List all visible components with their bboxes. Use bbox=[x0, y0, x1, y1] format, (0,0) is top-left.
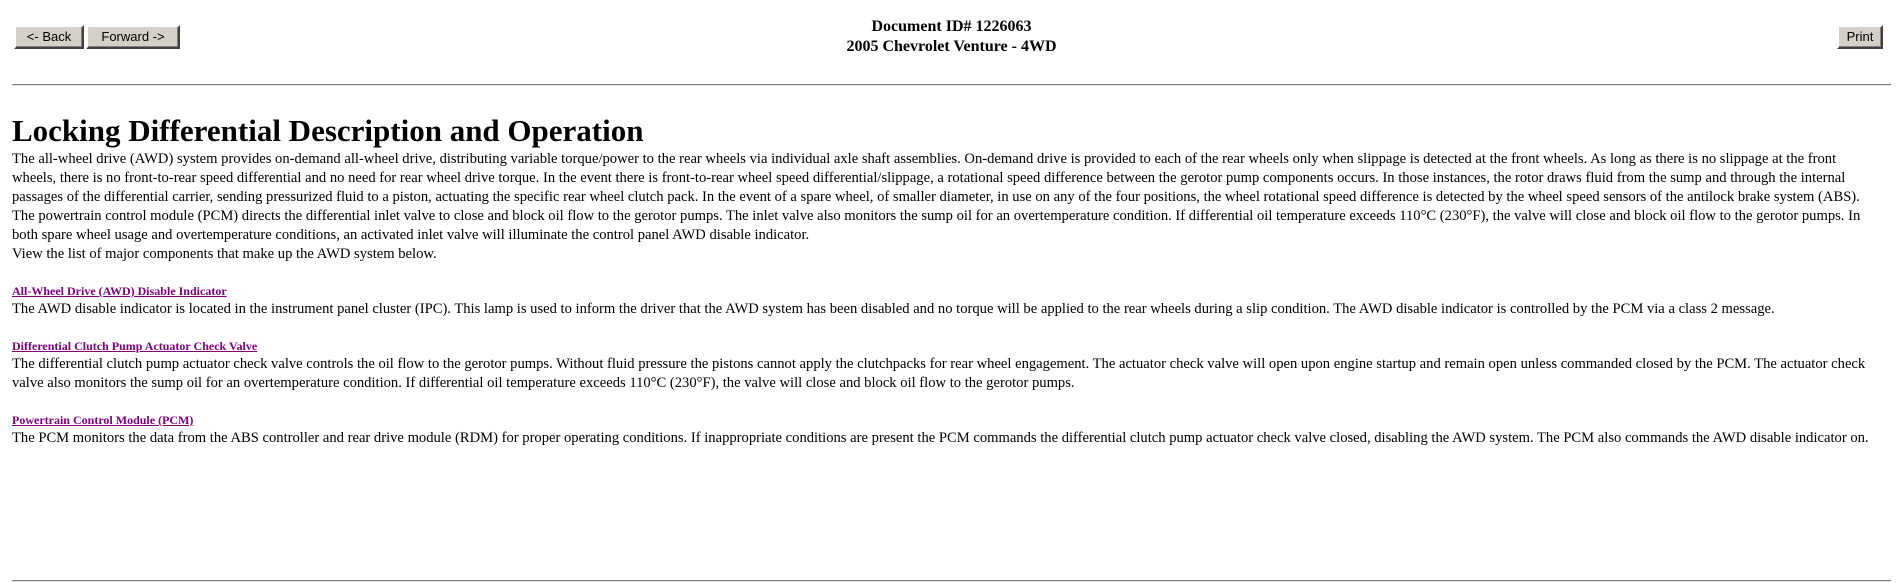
section-text: The differential clutch pump actuator check valve controls the oil flow to the gerotor pumps. Without fluid pressure the pistons cannot apply the clutchpacks for rear wheel engagement. The actuator check valve will open upon engine startup and remain open unless commanded closed by the PCM. The actuator check valve also monitors the sump oil for an overtemperature condition. If differential oil temperature exceeds 110°C (230°F), the valve will close and block oil flow to the gerotor pumps. bbox=[12, 356, 1866, 391]
page-title: Locking Differential Description and Operation bbox=[12, 113, 644, 148]
header-bar bbox=[0, 0, 1903, 86]
header-divider bbox=[12, 84, 1891, 86]
document-heading bbox=[0, 17, 1903, 57]
section-text: The PCM monitors the data from the ABS controller and rear drive module (RDM) for proper operating conditions. If inappropriate conditions are present the PCM commands the differential clutch pump actuator check valve closed, disabling the AWD system. The PCM also commands the AWD disable indicator on. bbox=[12, 430, 1869, 446]
awd-disable-indicator-link[interactable]: All-Wheel Drive (AWD) Disable Indicator bbox=[12, 284, 227, 298]
vehicle-name: 2005 Chevrolet Venture - 4WD bbox=[846, 38, 1057, 55]
pcm-link[interactable]: Powertrain Control Module (PCM) bbox=[12, 413, 194, 427]
check-valve-link[interactable]: Differential Clutch Pump Actuator Check Valve bbox=[12, 339, 258, 353]
section-text: The AWD disable indicator is located in the instrument panel cluster (IPC). This lamp is used to inform the driver that the AWD system has been disabled and no torque will be applied to the rear wheels during a slip condition. The AWD disable indicator is controlled by the PCM via a class 2 message. bbox=[12, 301, 1775, 317]
component-section bbox=[12, 264, 1883, 319]
back-button[interactable]: <- Back bbox=[14, 25, 84, 49]
component-section bbox=[12, 393, 1883, 448]
components-intro: View the list of major components that make up the AWD system below. bbox=[12, 246, 437, 262]
article-content bbox=[12, 112, 1883, 448]
forward-button[interactable]: Forward -> bbox=[86, 25, 180, 49]
document-id: Document ID# 1226063 bbox=[871, 18, 1032, 35]
footer-divider bbox=[12, 580, 1891, 582]
intro-paragraph: The all-wheel drive (AWD) system provides on-demand all-wheel drive, distributing variable torque/power to the rear wheels via individual axle shaft assemblies. On-demand drive is provided to each of the rear wheels only when slippage is detected at the front wheels. As long as there is no slippage at the front wheels, there is no front-to-rear speed differential and no need for rear wheel drive torque. In the event there is front-to-rear wheel speed differential/slippage, a rotational speed difference between the gerotor pump components occurs. In those instances, the rotor draws fluid from the sump and through the internal passages of the differential carrier, sending pressurized fluid to a piston, actuating the specific rear wheel clutch pack. In the event of a spare wheel, of smaller diameter, in use on any of the four positions, the wheel rotational speed difference is detected by the wheel speed sensors of the antilock brake system (ABS). The powertrain control module (PCM) directs the differential inlet valve to close and block oil flow to the gerotor pumps. The inlet valve also monitors the sump oil for an overtemperature condition. If differential oil temperature exceeds 110°C (230°F), the valve will close and block oil flow to the gerotor pumps. In both spare wheel usage and overtemperature conditions, an activated inlet valve will illuminate the control panel AWD disable indicator. bbox=[12, 151, 1861, 243]
component-section bbox=[12, 319, 1883, 393]
print-button[interactable]: Print bbox=[1837, 25, 1883, 49]
